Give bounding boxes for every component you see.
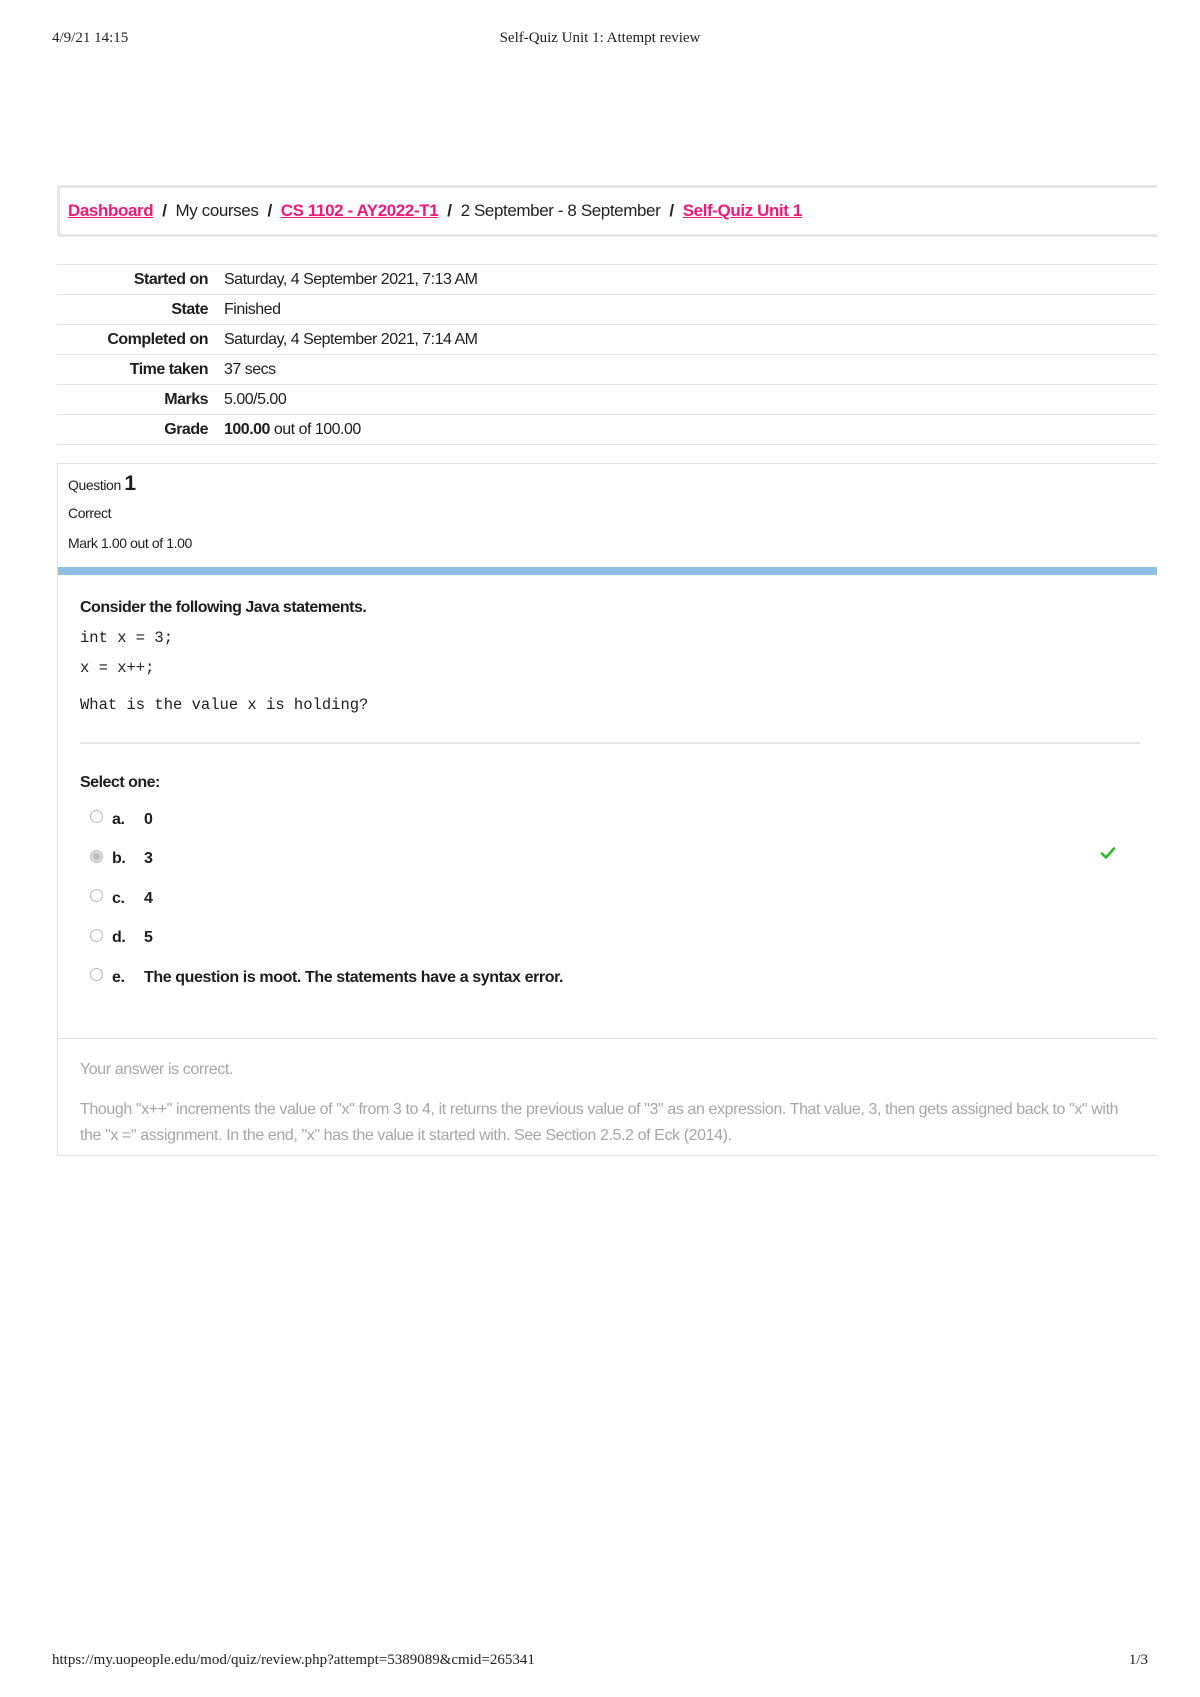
breadcrumb-separator: /	[162, 201, 167, 220]
grade-out-of: out of 100.00	[269, 420, 361, 438]
summary-row-time-taken	[57, 354, 1157, 384]
summary-label: Started on	[133, 270, 208, 288]
summary-row-started-on	[57, 264, 1157, 294]
question-accent-bar	[58, 567, 1157, 575]
radio-button[interactable]	[90, 929, 103, 942]
answer-option-d[interactable]	[80, 919, 1140, 959]
print-datetime: 4/9/21 14:15	[52, 30, 129, 46]
option-letter: b.	[112, 850, 126, 868]
answer-option-a[interactable]	[80, 800, 1140, 840]
option-text: 4	[144, 889, 153, 907]
question-number	[68, 472, 192, 500]
question-card	[57, 463, 1157, 1039]
answer-option-c[interactable]	[80, 879, 1140, 919]
option-letter: e.	[112, 968, 125, 986]
question-label: Question	[68, 477, 121, 493]
option-text: 0	[144, 810, 153, 828]
select-one-label: Select one:	[80, 774, 160, 791]
radio-button[interactable]	[90, 889, 103, 902]
radio-button[interactable]	[90, 810, 103, 823]
summary-label: Grade	[164, 420, 208, 438]
option-text: 3	[144, 850, 153, 868]
answer-option-b[interactable]	[80, 840, 1140, 880]
breadcrumb-separator: /	[447, 201, 452, 220]
print-header	[52, 30, 1148, 50]
print-url: https://my.uopeople.edu/mod/quiz/review.php?attempt=5389089&cmid=265341	[52, 1652, 535, 1668]
radio-button-selected[interactable]	[90, 850, 103, 863]
summary-label: Completed on	[107, 330, 208, 348]
breadcrumb	[57, 185, 1157, 237]
breadcrumb-dashboard-link[interactable]: Dashboard	[68, 201, 154, 220]
breadcrumb-separator: /	[267, 201, 272, 220]
summary-label: Time taken	[129, 360, 208, 378]
summary-value: Saturday, 4 September 2021, 7:14 AM	[224, 330, 478, 348]
question-mark: Mark 1.00 out of 1.00	[68, 535, 192, 551]
option-letter: a.	[112, 810, 125, 828]
summary-row-marks	[57, 384, 1157, 414]
summary-value: Saturday, 4 September 2021, 7:13 AM	[224, 270, 478, 288]
correct-check-icon	[1100, 845, 1116, 861]
question-number-value: 1	[124, 472, 136, 495]
summary-value: 37 secs	[224, 360, 276, 378]
question-text: What is the value x is holding?	[80, 696, 369, 714]
breadcrumb-week: 2 September - 8 September	[460, 201, 661, 220]
code-line: int x = 3;	[80, 629, 174, 647]
feedback-result: Your answer is correct.	[80, 1061, 233, 1078]
feedback-panel	[57, 1039, 1157, 1156]
breadcrumb-my-courses: My courses	[175, 201, 259, 220]
divider	[80, 742, 1140, 744]
attempt-summary-table	[57, 264, 1157, 445]
print-page-title: Self-Quiz Unit 1: Attempt review	[499, 30, 701, 46]
breadcrumb-quiz-link[interactable]: Self-Quiz Unit 1	[682, 201, 802, 220]
summary-value: Finished	[224, 300, 281, 318]
option-text: 5	[144, 929, 153, 947]
breadcrumb-course-link[interactable]: CS 1102 - AY2022-T1	[280, 201, 439, 220]
question-prompt: Consider the following Java statements.	[80, 599, 367, 616]
print-page-number: 1/3	[1128, 1652, 1148, 1668]
option-text: The question is moot. The statements have a syntax error.	[144, 968, 564, 986]
summary-label: State	[171, 300, 208, 318]
grade-score: 100.00	[224, 420, 270, 438]
option-letter: d.	[112, 929, 126, 947]
breadcrumb-separator: /	[669, 201, 674, 220]
question-info	[68, 472, 192, 556]
feedback-explanation: Though "x++" increments the value of "x" from 3 to 4, it returns the previous value of "3" as an expression. That value, 3, then gets assigned back to "x" with the "x =" assignment. In the end, "x" has the value it started with. See Section 2.5.2 of Eck (2014).	[80, 1101, 1119, 1144]
summary-row-completed-on	[57, 324, 1157, 354]
option-letter: c.	[112, 889, 125, 907]
summary-label: Marks	[164, 390, 208, 408]
summary-row-state	[57, 294, 1157, 324]
question-state: Correct	[68, 505, 112, 521]
radio-button[interactable]	[90, 968, 103, 981]
code-line: x = x++;	[80, 659, 155, 677]
print-footer	[52, 1652, 1148, 1672]
summary-row-grade	[57, 414, 1157, 445]
summary-value: 5.00/5.00	[224, 390, 287, 408]
question-content	[80, 599, 1140, 998]
summary-value	[224, 421, 361, 439]
answer-option-e[interactable]	[80, 958, 1140, 998]
